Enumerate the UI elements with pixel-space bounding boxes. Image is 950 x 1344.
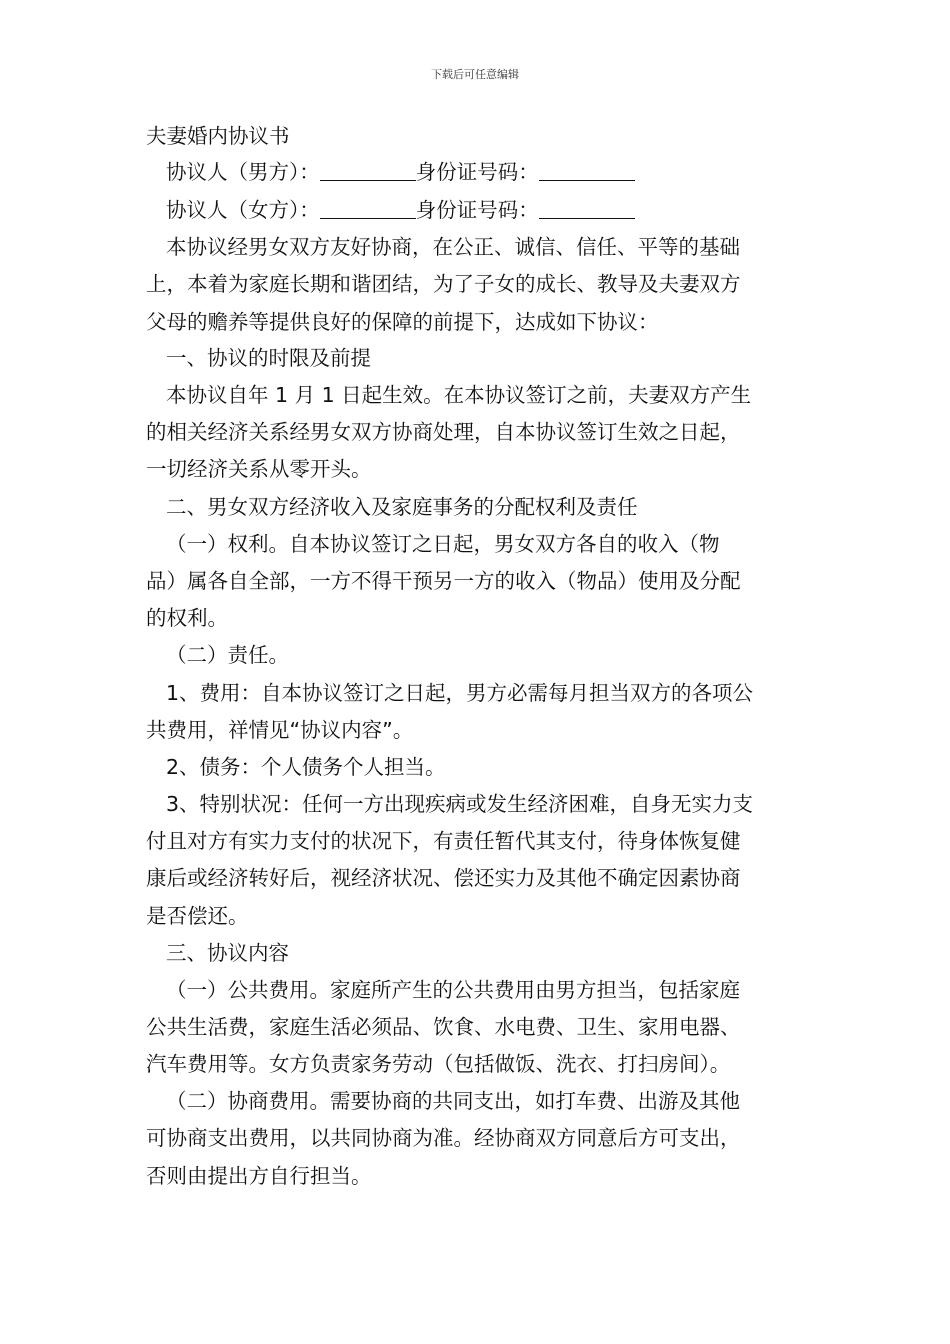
male-name-blank xyxy=(320,161,416,181)
body-line: 的相关经济关系经男女双方协商处理，自本协议签订生效之日起， xyxy=(146,420,741,444)
male-party-label: 协议人（男方）： xyxy=(166,160,320,184)
section-heading: 二、男女双方经济收入及家庭事务的分配权利及责任 xyxy=(166,495,638,519)
body-line: 1、费用：自本协议签订之日起，男方必需每月担当双方的各项公 xyxy=(166,681,754,705)
body-line: 是否偿还。 xyxy=(146,904,249,928)
female-party-line xyxy=(166,196,635,224)
body-line: （二）协商费用。需要协商的共同支出，如打车费、出游及其他 xyxy=(166,1089,740,1113)
body-line: （一）权利。自本协议签订之日起，男女双方各自的收入（物 xyxy=(166,532,720,556)
body-line: 否则由提出方自行担当。 xyxy=(146,1164,372,1188)
female-id-label: 身份证号码： xyxy=(415,198,539,222)
male-id-blank xyxy=(539,161,635,181)
document-title: 夫妻婚内协议书 xyxy=(146,124,290,148)
preamble-line: 本协议经男女双方友好协商，在公正、诚信、信任、平等的基础 xyxy=(166,235,740,259)
body-line: 汽车费用等。女方负责家务劳动（包括做饭、洗衣、打扫房间）。 xyxy=(146,1052,731,1076)
body-line: 品）属各自全部，一方不得干预另一方的收入（物品）使用及分配 xyxy=(146,569,741,593)
body-line: 康后或经济转好后，视经济状况、偿还实力及其他不确定因素协商 xyxy=(146,866,741,890)
body-line: 2、债务：个人债务个人担当。 xyxy=(166,755,446,779)
body-line: 共费用，祥情见“协议内容”。 xyxy=(146,718,414,742)
body-line: 本协议自年 1 月 1 日起生效。在本协议签订之前，夫妻双方产生 xyxy=(166,383,752,407)
body-line: （一）公共费用。家庭所产生的公共费用由男方担当，包括家庭 xyxy=(166,978,740,1002)
section-heading: 三、协议内容 xyxy=(166,941,289,965)
body-line: 可协商支出费用，以共同协商为准。经协商双方同意后方可支出， xyxy=(146,1126,741,1150)
page-header: 下载后可任意编辑 xyxy=(431,68,519,81)
male-id-label: 身份证号码： xyxy=(415,160,539,184)
female-id-blank xyxy=(539,199,635,219)
female-name-blank xyxy=(320,199,416,219)
subsection-heading: （二）责任。 xyxy=(166,643,289,667)
female-party-label: 协议人（女方）： xyxy=(166,198,320,222)
body-line: 的权利。 xyxy=(146,606,228,630)
preamble-line: 上，本着为家庭长期和谐团结，为了子女的成长、教导及夫妻双方 xyxy=(146,272,741,296)
body-line: 付且对方有实力支付的状况下，有责任暂代其支付，待身体恢复健 xyxy=(146,829,741,853)
body-line: 一切经济关系从零开头。 xyxy=(146,457,372,481)
section-heading: 一、协议的时限及前提 xyxy=(166,346,371,370)
male-party-line xyxy=(166,158,635,186)
body-line: 3、特别状况：任何一方出现疾病或发生经济困难，自身无实力支 xyxy=(166,792,754,816)
body-line: 公共生活费，家庭生活必须品、饮食、水电费、卫生、家用电器、 xyxy=(146,1015,741,1039)
preamble-line: 父母的赡养等提供良好的保障的前提下，达成如下协议： xyxy=(146,310,659,334)
